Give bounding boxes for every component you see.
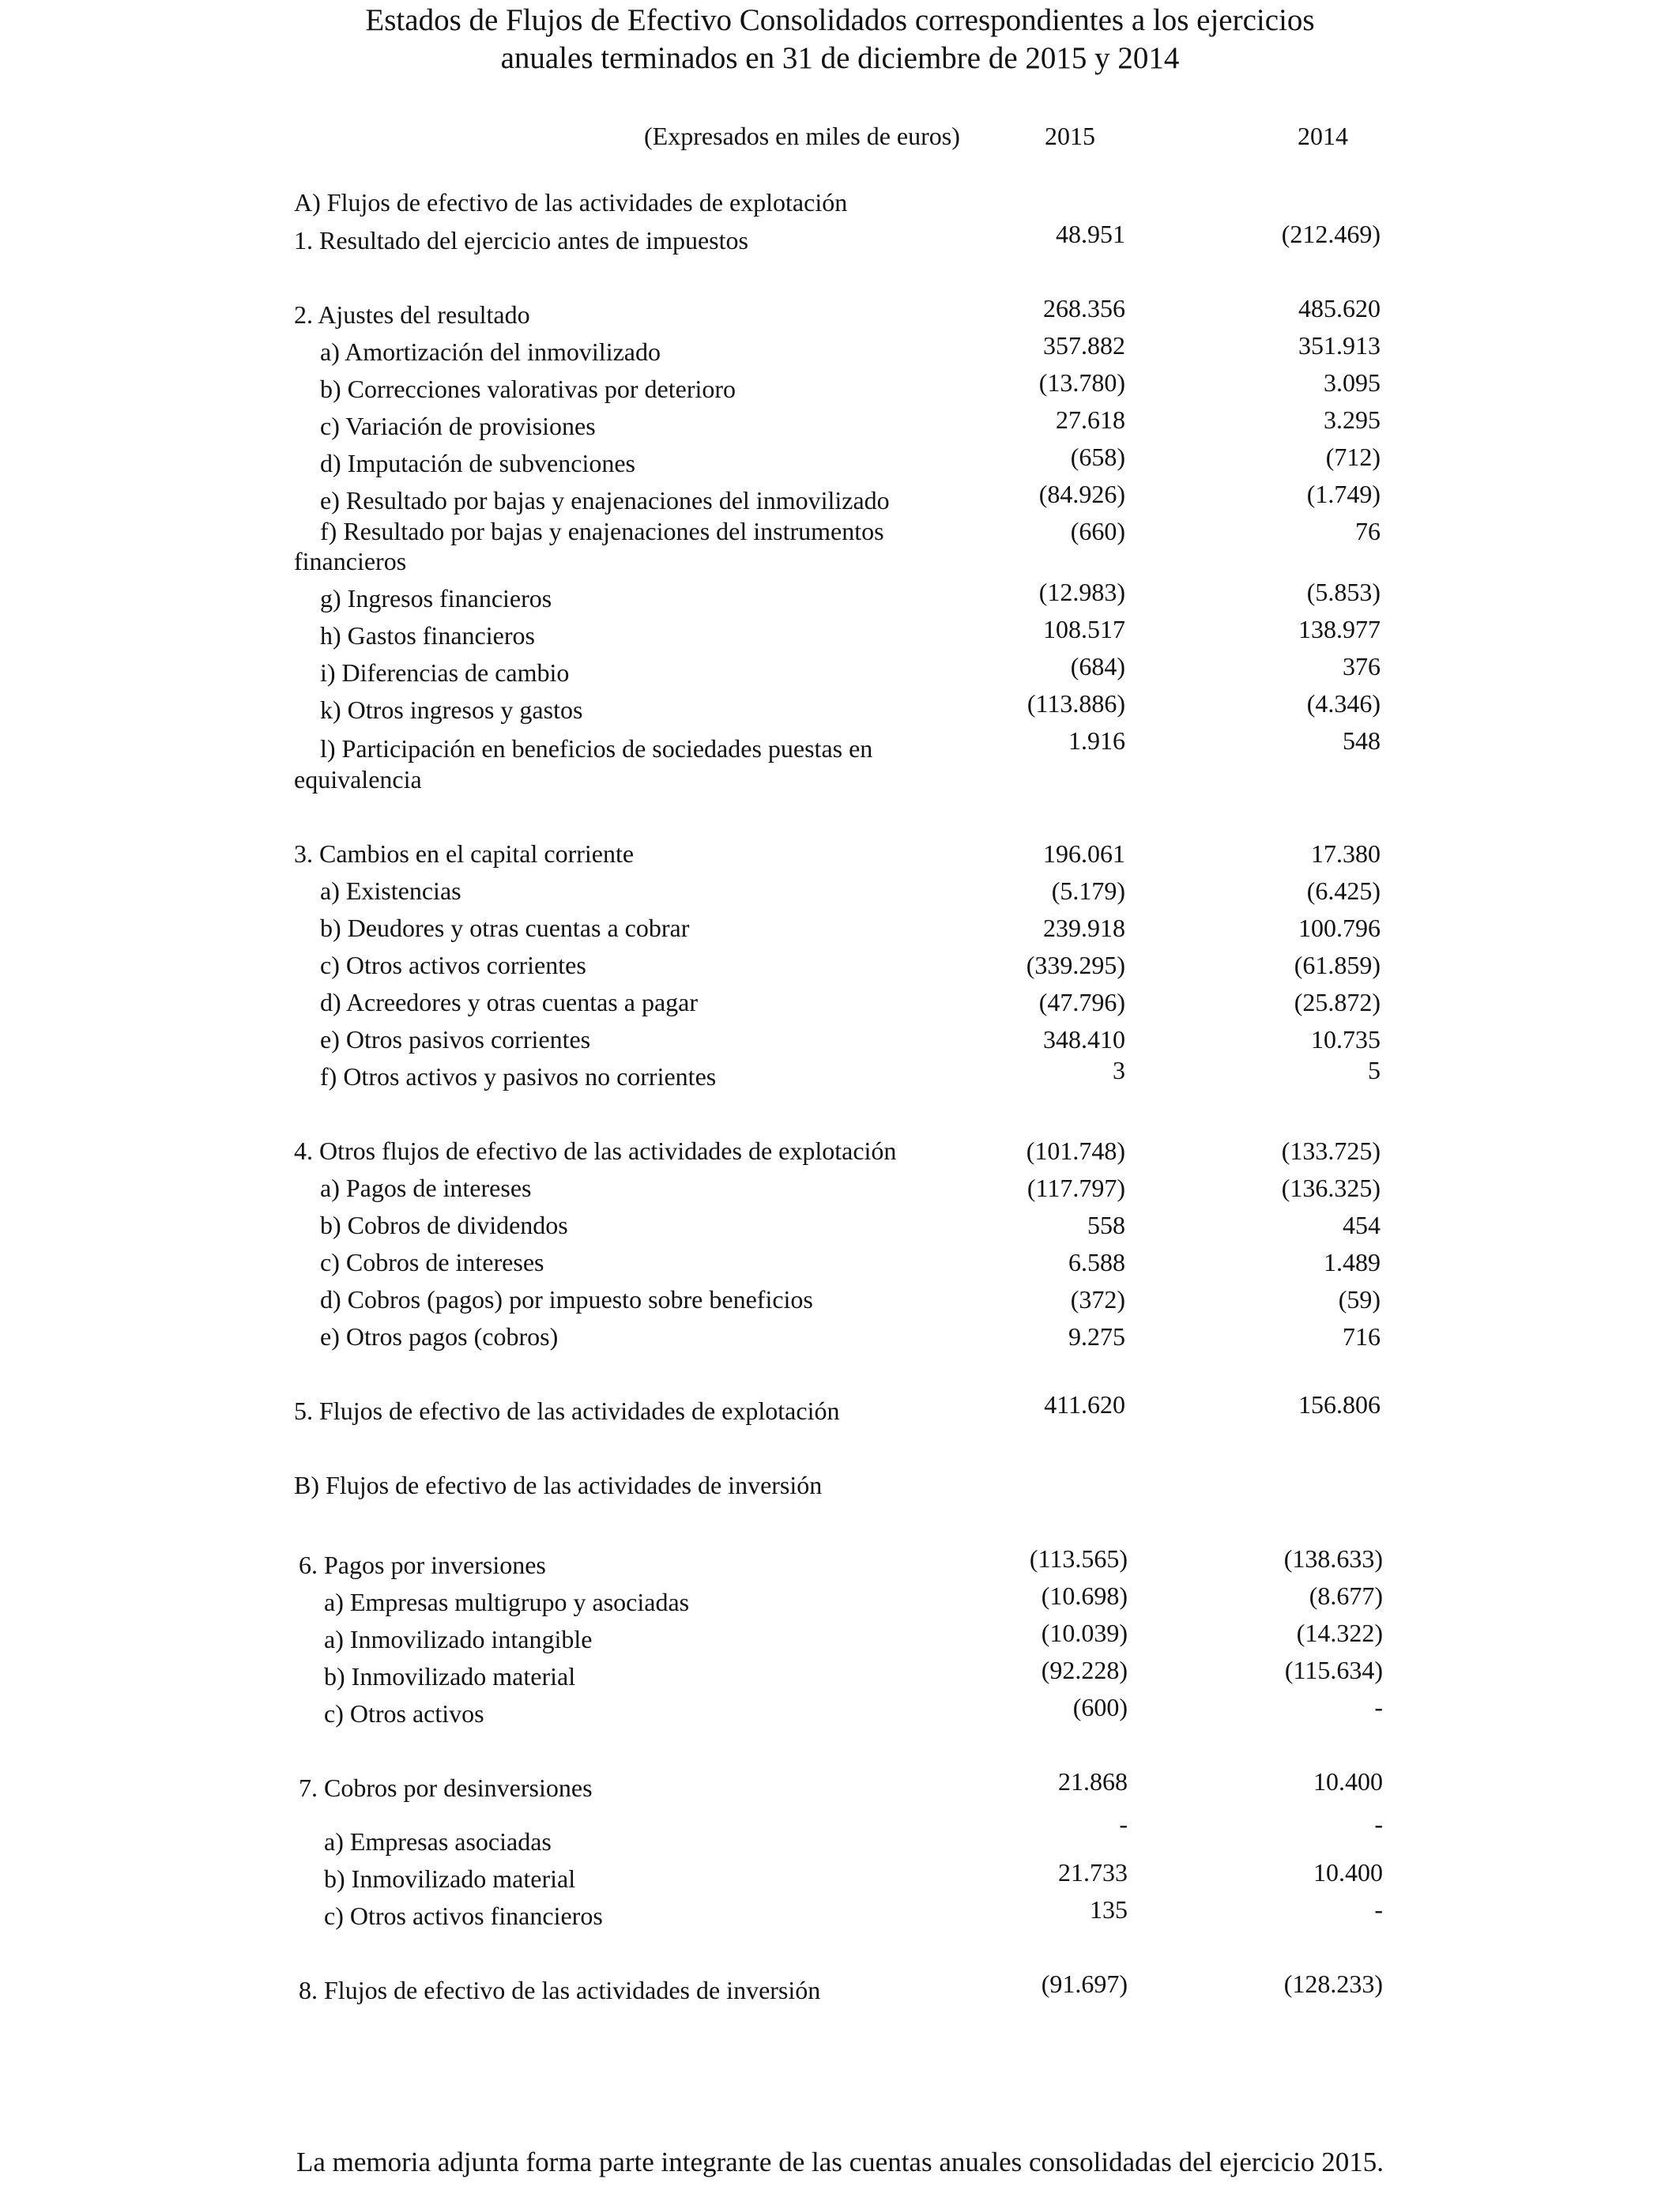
value-2014: 454 [1343, 1211, 1381, 1239]
table-row [0, 1767, 1680, 1804]
row-label: c) Variación de provisiones [320, 412, 596, 440]
value-2015: 268.356 [1043, 294, 1125, 322]
value-2015: 9.275 [1068, 1322, 1125, 1351]
row-label: f) Otros activos y pasivos no corrientes [320, 1062, 717, 1091]
table-row [0, 652, 1680, 688]
row-label-continuation: financieros [294, 547, 407, 575]
value-2015: (113.565) [1029, 1544, 1128, 1573]
row-label: l) Participación en beneficios de sociedades puestas en [320, 734, 873, 763]
footer-note: La memoria adjunta forma parte integrante de las cuentas anuales consolidadas del ejercicio 2015. [296, 2147, 1384, 2177]
table-row [0, 1895, 1680, 1932]
value-2014: 10.400 [1313, 1767, 1383, 1796]
value-2014: 5 [1368, 1056, 1381, 1084]
value-2015: (10.698) [1041, 1581, 1128, 1610]
table-row [0, 912, 1680, 944]
value-2015: (92.228) [1041, 1656, 1128, 1684]
value-2015: 27.618 [1056, 405, 1125, 434]
value-2014: 3.295 [1324, 405, 1381, 434]
section-heading-investing [0, 1469, 1680, 1501]
table-row [0, 1619, 1680, 1655]
table-row [0, 1246, 1680, 1278]
value-2015: (600) [1072, 1693, 1128, 1721]
row-label: c) Otros activos [324, 1699, 484, 1728]
row-label: b) Deudores y otras cuentas a cobrar [320, 914, 690, 942]
column-header-2014: 2014 [1298, 122, 1348, 150]
row-label: 3. Cambios en el capital corriente [294, 839, 635, 868]
row-label: d) Imputación de subvenciones [320, 449, 635, 477]
value-2015: (13.780) [1038, 368, 1125, 397]
table-row [0, 1172, 1680, 1204]
table-row [0, 1693, 1680, 1729]
value-2014: 716 [1343, 1322, 1381, 1351]
table-row [0, 726, 1680, 764]
value-2015: 21.868 [1058, 1767, 1128, 1796]
units-note: (Expresados en miles de euros) [644, 122, 960, 150]
value-2014: 1.489 [1324, 1248, 1381, 1276]
value-2014: 10.400 [1313, 1858, 1383, 1887]
value-2014: (8.677) [1309, 1581, 1383, 1610]
row-label: b) Cobros de dividendos [320, 1211, 568, 1239]
value-2015: (47.796) [1038, 988, 1125, 1016]
table-row [0, 294, 1680, 330]
value-2014: (138.633) [1283, 1544, 1383, 1573]
table-row [0, 689, 1680, 726]
row-label: a) Amortización del inmovilizado [320, 337, 661, 366]
value-2014: 156.806 [1298, 1390, 1381, 1419]
row-label: d) Acreedores y otras cuentas a pagar [320, 988, 698, 1016]
row-label: 2. Ajustes del resultado [294, 300, 530, 329]
value-2014: (136.325) [1281, 1174, 1381, 1202]
value-2014: 3.095 [1324, 368, 1381, 397]
value-2015: (658) [1070, 443, 1125, 471]
table-row [0, 515, 1680, 547]
column-header-2015: 2015 [1045, 122, 1095, 150]
value-2015: 21.733 [1058, 1858, 1128, 1887]
row-label: a) Existencias [320, 876, 461, 905]
value-2015: 3 [1113, 1056, 1125, 1084]
value-2014: (25.872) [1294, 988, 1381, 1016]
row-label: c) Otros activos corrientes [320, 951, 586, 979]
table-row [0, 1284, 1680, 1315]
value-2014: (59) [1338, 1285, 1381, 1314]
table-row [0, 578, 1680, 614]
row-label: 7. Cobros por desinversiones [299, 1774, 593, 1802]
row-label: k) Otros ingresos y gastos [320, 696, 583, 724]
row-label: g) Ingresos financieros [320, 584, 552, 613]
row-label: a) Empresas multigrupo y asociadas [324, 1588, 690, 1616]
value-2014: - [1374, 1693, 1383, 1721]
row-label: f) Resultado por bajas y enajenaciones del instrumentos [320, 517, 884, 545]
row-label: b) Inmovilizado material [324, 1662, 576, 1691]
table-row [0, 1023, 1680, 1055]
value-2014: (128.233) [1283, 1970, 1383, 1998]
value-2014: (6.425) [1306, 876, 1381, 905]
row-label: a) Pagos de intereses [320, 1174, 532, 1202]
table-row [0, 986, 1680, 1018]
value-2015: (12.983) [1038, 578, 1125, 606]
table-row [0, 220, 1680, 256]
value-2014: (1.749) [1306, 480, 1381, 508]
table-row [0, 331, 1680, 368]
value-2015: (339.295) [1026, 951, 1125, 979]
table-row [0, 1135, 1680, 1167]
value-2015: - [1119, 1810, 1128, 1838]
table-row-continuation [0, 545, 1680, 577]
value-2014: 351.913 [1298, 331, 1381, 360]
row-label: 8. Flujos de efectivo de las actividades de inversión [299, 1976, 821, 2004]
value-2014: 548 [1343, 726, 1381, 755]
row-label: 5. Flujos de efectivo de las actividades de explotación [294, 1397, 840, 1425]
row-label: 4. Otros flujos de efectivo de las actividades de explotación [294, 1137, 897, 1165]
value-2015: (91.697) [1041, 1970, 1128, 1998]
table-row [0, 443, 1680, 479]
row-label: h) Gastos financieros [320, 621, 535, 650]
statement-title-line-2: anuales terminados en 31 de diciembre de 2015 y 2014 [500, 41, 1180, 75]
row-label: a) Empresas asociadas [324, 1827, 552, 1856]
value-2015: (372) [1070, 1285, 1125, 1314]
value-2014: 485.620 [1298, 294, 1381, 322]
table-row [0, 1321, 1680, 1352]
value-2014: (4.346) [1306, 689, 1381, 718]
row-label: d) Cobros (pagos) por impuesto sobre beneficios [320, 1285, 813, 1314]
table-row [0, 615, 1680, 651]
table-row [0, 1544, 1680, 1581]
value-2015: 196.061 [1043, 839, 1125, 868]
value-2015: 239.918 [1043, 914, 1125, 942]
table-row [0, 368, 1680, 405]
value-2015: 348.410 [1043, 1025, 1125, 1054]
value-2014: (212.469) [1281, 220, 1381, 248]
value-2014: - [1374, 1895, 1383, 1924]
row-label: e) Resultado por bajas y enajenaciones del inmovilizado [320, 486, 890, 515]
row-label: b) Inmovilizado material [324, 1864, 576, 1893]
value-2015: (101.748) [1026, 1137, 1125, 1165]
row-label: e) Otros pagos (cobros) [320, 1322, 559, 1351]
table-row-continuation [0, 763, 1680, 795]
value-2014: 100.796 [1298, 914, 1381, 942]
value-2015: (117.797) [1026, 1174, 1125, 1202]
value-2015: 411.620 [1044, 1390, 1125, 1419]
row-label: e) Otros pasivos corrientes [320, 1025, 591, 1054]
row-label: c) Otros activos financieros [324, 1902, 603, 1930]
section-heading-operating [0, 187, 1680, 218]
value-2015: (10.039) [1041, 1619, 1128, 1647]
value-2014: (115.634) [1284, 1656, 1383, 1684]
table-row [0, 405, 1680, 442]
value-2015: (84.926) [1038, 480, 1125, 508]
table-row [0, 1810, 1680, 1857]
table-row [0, 1656, 1680, 1692]
value-2014: 10.735 [1311, 1025, 1381, 1054]
row-label: a) Inmovilizado intangible [324, 1625, 593, 1653]
value-2015: (660) [1070, 517, 1125, 545]
table-row [0, 1056, 1680, 1092]
row-label: 6. Pagos por inversiones [299, 1551, 546, 1579]
value-2014: 17.380 [1311, 839, 1381, 868]
table-row [0, 1970, 1680, 2006]
row-label: c) Cobros de intereses [320, 1248, 544, 1276]
value-2014: (14.322) [1296, 1619, 1383, 1647]
table-row [0, 1209, 1680, 1241]
value-2015: (5.179) [1051, 876, 1125, 905]
row-label: 1. Resultado del ejercicio antes de impuestos [294, 226, 748, 254]
row-label: i) Diferencias de cambio [320, 658, 570, 687]
value-2014: (5.853) [1306, 578, 1381, 606]
value-2015: (684) [1070, 652, 1125, 680]
table-row [0, 480, 1680, 516]
value-2014: 138.977 [1298, 615, 1381, 643]
value-2014: 376 [1343, 652, 1381, 680]
value-2015: 48.951 [1056, 220, 1125, 248]
value-2014: - [1374, 1810, 1383, 1838]
statement-title-line-1: Estados de Flujos de Efectivo Consolidados correspondientes a los ejercicios [365, 3, 1315, 37]
value-2015: 357.882 [1043, 331, 1125, 360]
row-label: B) Flujos de efectivo de las actividades de inversión [294, 1471, 823, 1499]
table-row [0, 1390, 1680, 1427]
row-label: A) Flujos de efectivo de las actividades de explotación [294, 188, 848, 217]
row-label-continuation: equivalencia [294, 765, 422, 794]
table-row [0, 949, 1680, 981]
value-2014: (61.859) [1294, 951, 1381, 979]
value-2015: 6.588 [1068, 1248, 1125, 1276]
value-2015: 135 [1090, 1895, 1128, 1924]
table-row [0, 1858, 1680, 1894]
value-2014: (712) [1325, 443, 1381, 471]
value-2015: (113.886) [1026, 689, 1125, 718]
row-label: b) Correcciones valorativas por deterioro [320, 375, 736, 403]
table-row [0, 1581, 1680, 1618]
value-2015: 1.916 [1068, 726, 1125, 755]
value-2014: 76 [1355, 517, 1381, 545]
table-row [0, 838, 1680, 869]
table-row [0, 875, 1680, 907]
value-2015: 108.517 [1043, 615, 1125, 643]
value-2014: (133.725) [1281, 1137, 1381, 1165]
value-2015: 558 [1087, 1211, 1125, 1239]
